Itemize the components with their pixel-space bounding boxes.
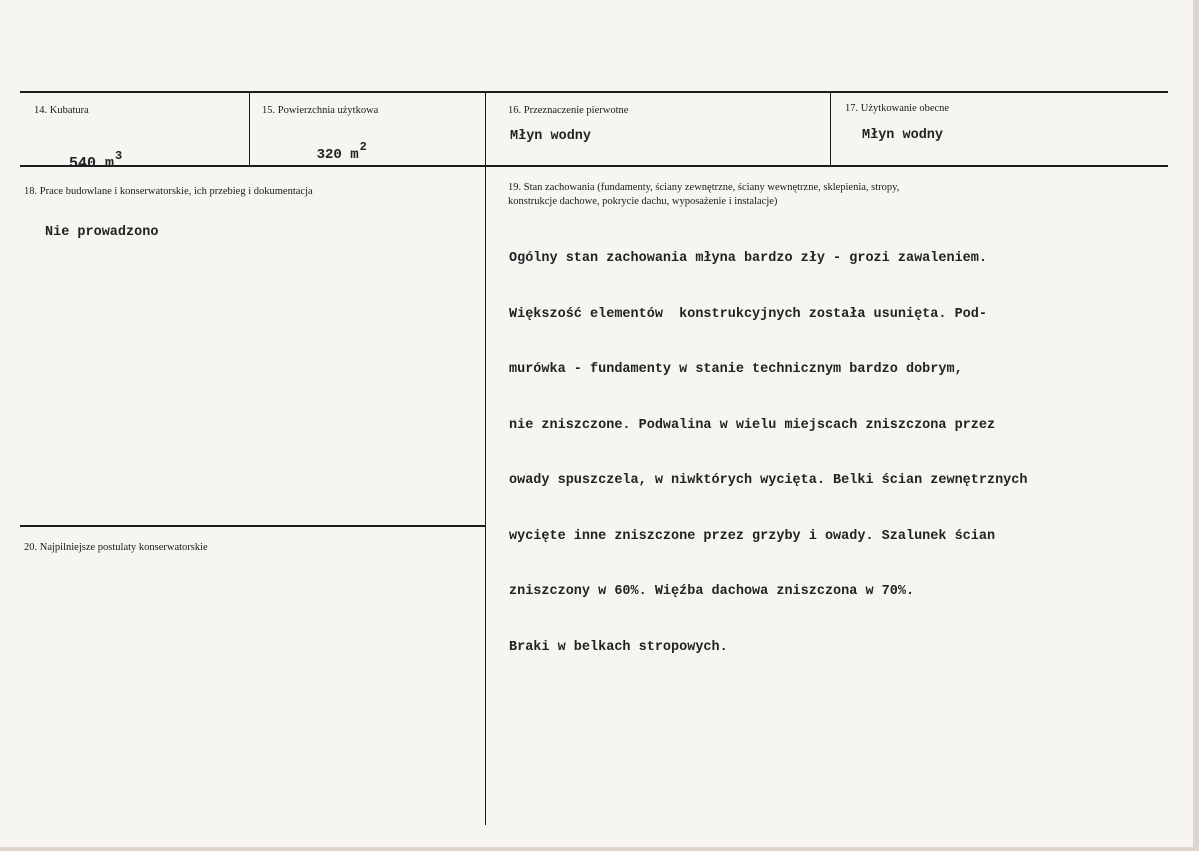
field-14-number: 540 m: [69, 155, 115, 172]
field-16-label: 16. Przeznaczenie pierwotne: [508, 105, 629, 116]
top-rule: [20, 91, 1168, 93]
field-19-line-7: zniszczony w 60%. Więźba dachowa zniszczona w 70%.: [509, 584, 915, 599]
rule-below-row1: [20, 165, 1168, 167]
field-18-label: 18. Prace budowlane i konserwatorskie, ich przebieg i dokumentacja: [24, 186, 313, 197]
field-19-line-8: Braki w belkach stropowych.: [509, 639, 728, 655]
field-19-line-1: Ogólny stan zachowania młyna bardzo zły - grozi zawaleniem.: [509, 251, 987, 266]
field-19-line-6: wycięte inne zniszczone przez grzyby i owady. Szalunek ścian: [509, 528, 996, 544]
field-17-value: Młyn wodny: [862, 128, 944, 143]
field-19-line-5: owady spuszczela, w niwktórych wycięta. Belki ścian zewnętrznych: [509, 473, 1028, 488]
field-19-label-line1: 19. Stan zachowania (fundamenty, ściany zewnętrzne, ściany wewnętrzne, sklepienia, stropy,: [508, 182, 900, 193]
field-15-value: [283, 131, 367, 179]
field-14-value: [33, 138, 122, 189]
field-19-line-3: murówka - fundamenty w stanie technicznym bardzo dobrym,: [509, 362, 963, 377]
paper-edge-bottom: [0, 847, 1199, 851]
field-15-number: 320 m: [316, 147, 359, 163]
field-15-label: 15. Powierzchnia użytkowa: [262, 105, 379, 116]
field-19-line-4: nie zniszczone. Podwalina w wielu miejscach zniszczona przez: [509, 417, 996, 433]
field-14-label: 14. Kubatura: [34, 105, 89, 116]
field-14-exponent: 3: [115, 149, 123, 163]
divider-14-15: [249, 93, 250, 165]
paper-edge-right: [1193, 0, 1199, 851]
field-19-label-line2: konstrukcje dachowe, pokrycie dachu, wyposażenie i instalacje): [508, 196, 778, 207]
rule-18-20: [20, 525, 485, 527]
field-20-label: 20. Najpilniejsze postulaty konserwatorskie: [24, 542, 208, 553]
field-15-exponent: 2: [359, 140, 367, 154]
field-18-value: Nie prowadzono: [45, 225, 159, 240]
field-19-text: [509, 216, 1027, 690]
field-16-value: Młyn wodny: [510, 129, 592, 144]
field-17-label: 17. Użytkowanie obecne: [845, 103, 950, 114]
divider-16-17: [830, 93, 831, 165]
divider-15-16: [485, 93, 486, 825]
field-19-line-2: Większość elementów konstrukcyjnych została usunięta. Pod-: [509, 306, 987, 322]
